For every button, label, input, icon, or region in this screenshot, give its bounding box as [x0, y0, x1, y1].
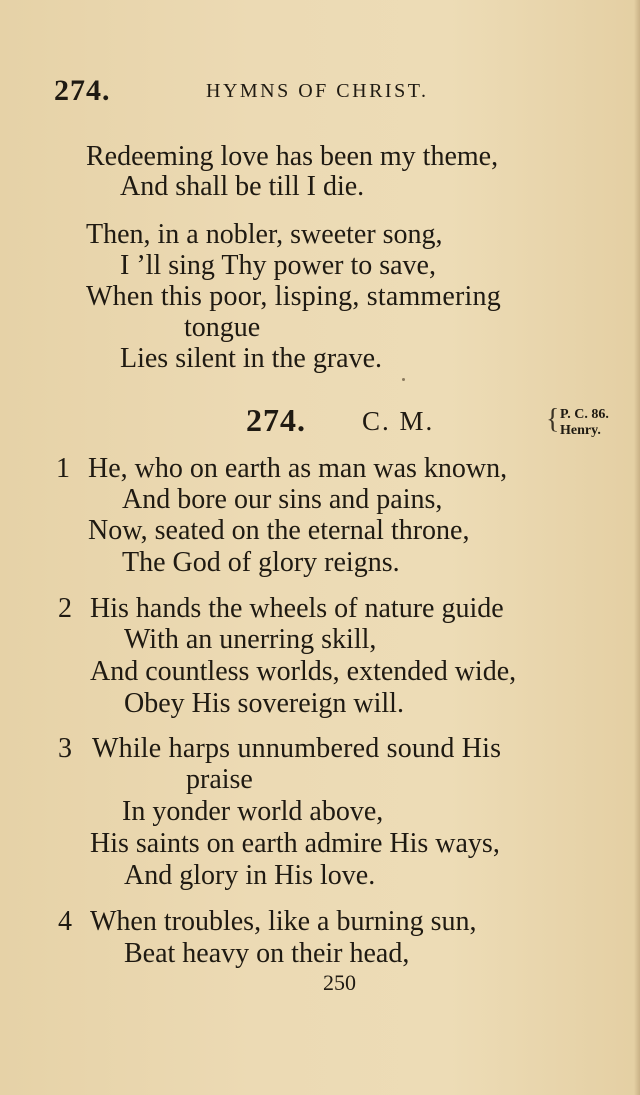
stanza3-line5: And glory in His love. — [124, 860, 376, 891]
stanza2-line3: And countless worlds, extended wide, — [90, 656, 517, 687]
stanza2-line1: His hands the wheels of nature guide — [90, 593, 504, 624]
header-hymn-number: 274. — [54, 74, 111, 107]
stanza1-line2: And bore our sins and pains, — [122, 484, 443, 515]
stanza1-line3: Now, seated on the eternal throne, — [88, 515, 470, 546]
attribution-source: P. C. 86. — [560, 407, 609, 422]
hymn-meter: C. M. — [362, 406, 435, 436]
stanza-number-1: 1 — [56, 453, 70, 484]
hymn-attribution — [560, 407, 609, 439]
stanza2-line4: Obey His sovereign will. — [124, 688, 404, 719]
stanza-number-3: 3 — [58, 733, 72, 764]
prev-stanza2-line5: Lies silent in the grave. — [120, 343, 383, 374]
prev-stanza2-line1: Then, in a nobler, sweeter song, — [86, 219, 443, 250]
stanza-number-4: 4 — [58, 906, 72, 937]
page-number: 250 — [323, 970, 356, 995]
stanza4-line2: Beat heavy on their head, — [124, 938, 410, 969]
ink-speck — [402, 378, 405, 381]
prev-stanza1-line1: Redeeming love has been my theme, — [86, 141, 499, 172]
page-edge-shadow — [634, 0, 640, 1095]
stanza1-line4: The God of glory reigns. — [122, 547, 400, 578]
attribution-brace: { — [546, 404, 560, 435]
prev-stanza2-line3: When this poor, lisping, stammering — [86, 281, 501, 312]
prev-stanza2-line2: I ’ll sing Thy power to save, — [120, 250, 436, 281]
prev-stanza1-line2: And shall be till I die. — [120, 171, 365, 202]
running-title: HYMNS OF CHRIST. — [206, 80, 429, 102]
stanza3-line2: praise — [186, 764, 253, 795]
stanza4-line1: When troubles, like a burning sun, — [90, 906, 477, 937]
stanza-number-2: 2 — [58, 593, 72, 624]
hymn-number: 274. — [246, 402, 306, 438]
stanza3-line4: His saints on earth admire His ways, — [90, 828, 500, 859]
stanza2-line2: With an unerring skill, — [124, 624, 377, 655]
prev-stanza2-line4: tongue — [184, 312, 261, 343]
stanza1-line1: He, who on earth as man was known, — [88, 453, 508, 484]
stanza3-line1: While harps unnumbered sound His — [92, 733, 502, 764]
attribution-author: Henry. — [560, 423, 601, 438]
stanza3-line3: In yonder world above, — [122, 796, 384, 827]
